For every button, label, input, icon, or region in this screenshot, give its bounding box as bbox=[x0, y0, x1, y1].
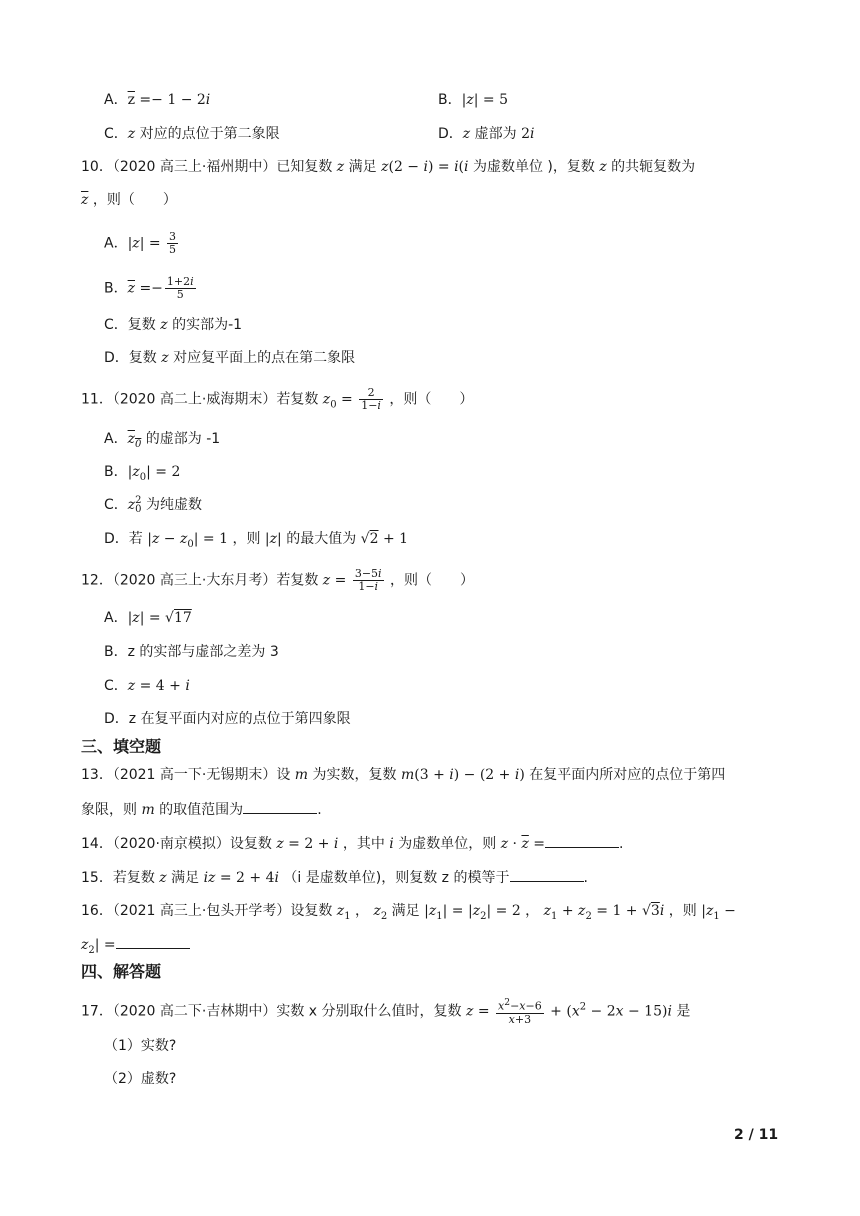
question-17-part-2: （2）虚数? bbox=[104, 1071, 177, 1087]
section-heading-fill-in: 三、填空题 bbox=[81, 737, 162, 756]
q10-option-b: B．$\overline{z}$ =− $\frac{1+2i}{5}$ bbox=[104, 275, 194, 301]
question-17: 17．（2020 高二下·吉林期中）实数 x 分别取什么值时，复数 z = $\frac{x^2-x-6}{x+3}$ + $(x^2 - 2x - 15)i$ 是 bbox=[81, 997, 691, 1026]
question-13-line-1: 13．（2021 高一下·无锡期末）设 m 为实数，复数 m(3 + i) − (2 + i) 在复平面内所对应的点位于第四 bbox=[81, 767, 726, 783]
q11-option-c: C．z 2 0 为纯虚数 bbox=[104, 495, 202, 515]
q12-option-b: B．z 的实部与虚部之差为 3 bbox=[104, 644, 279, 660]
answer-blank[interactable] bbox=[545, 833, 619, 848]
q10-option-d: D．复数 z 对应复平面上的点在第二象限 bbox=[104, 350, 356, 366]
answer-blank[interactable] bbox=[243, 799, 317, 814]
q9-option-b: B．|z| = 5 bbox=[438, 92, 508, 108]
q11-option-d: D．若 $|z - z_0| = 1$ ，则 |z| 的最大值为 √2 + 1 bbox=[104, 531, 409, 550]
question-11: 11．（2020 高二上·威海期末）若复数 $z_0$ = $\frac{2}{1-i}$ ，则（ ） bbox=[81, 386, 474, 412]
q10-option-c: C．复数 z 的实部为-1 bbox=[104, 317, 243, 333]
question-10-line-1: 10．（2020 高三上·福州期中）已知复数 z 满足 z(2 − i) = i(i 为虚数单位 )，复数 z 的共轭复数为 bbox=[81, 159, 696, 175]
question-16-line-2: $z_2|$ = bbox=[81, 934, 190, 961]
q11-option-b: B．$|z_0| = 2$ bbox=[104, 464, 181, 483]
question-17-part-1: （1）实数? bbox=[104, 1038, 177, 1054]
question-14: 14．（2020·南京模拟）设复数 z = 2 + i ，其中 i 为虚数单位，则 $z \cdot \overline{z}$ = . bbox=[81, 833, 623, 854]
q9-option-c: C．z 对应的点位于第二象限 bbox=[104, 126, 280, 142]
q12-option-d: D．z 在复平面内对应的点位于第四象限 bbox=[104, 711, 351, 727]
section-heading-answer: 四、解答题 bbox=[81, 962, 162, 981]
q9-option-a: A．$\overline{z} =- 1 - 2i$ bbox=[104, 92, 211, 108]
q10-option-a: A．|z| = $\frac{3}{5}$ bbox=[104, 230, 177, 256]
answer-blank[interactable] bbox=[116, 934, 190, 949]
question-10-line-2: $\overline{z}$ ，则（ ） bbox=[81, 192, 177, 208]
q12-option-c: C．z = 4 + i bbox=[104, 678, 190, 694]
question-12: 12．（2020 高三上·大东月考）若复数 z = $\frac{3-5i}{1-i}$ ，则（ ） bbox=[81, 567, 475, 593]
q12-option-a: A．|z| = √17 bbox=[104, 610, 192, 626]
question-16-line-1: 16．（2021 高三上·包头开学考）设复数 $z_1$ ， $z_2$ 满足 $|z_1| = |z_2| = 2$ ， $z_1 + z_2 = 1 + √3i$ ，则 $|z_1$ − bbox=[81, 903, 736, 922]
question-13-line-2: 象限，则 m 的取值范围为 . bbox=[81, 799, 322, 820]
answer-blank[interactable] bbox=[510, 867, 584, 882]
page-number: 2 / 11 bbox=[734, 1127, 779, 1143]
q9-option-d: D．z 虚部为 2i bbox=[438, 126, 535, 142]
question-15: 15．若复数 z 满足 iz = 2 + 4i （i 是虚数单位)，则复数 z 的模等于 . bbox=[81, 867, 588, 888]
q11-option-a: A．$z_0$ 的虚部为 -1 bbox=[104, 431, 221, 450]
